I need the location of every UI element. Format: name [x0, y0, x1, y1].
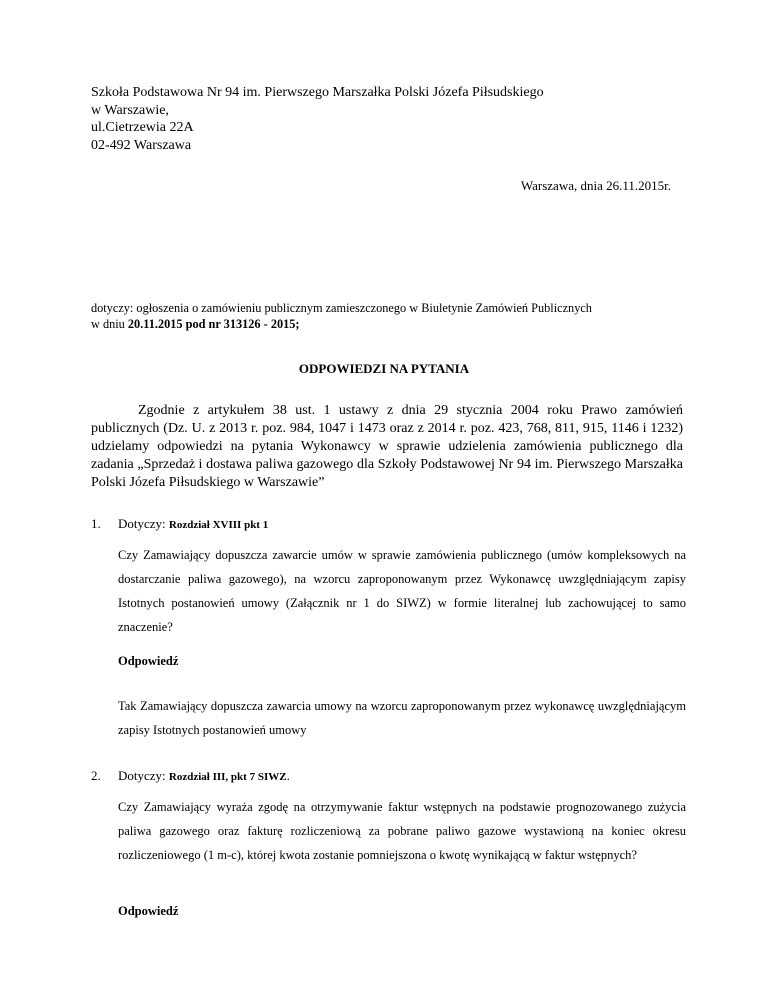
document-date: Warszawa, dnia 26.11.2015r. — [520, 178, 671, 193]
dotyczy-label: Dotyczy: — [118, 768, 169, 783]
document-title: ODPOWIEDZI NA PYTANIA — [298, 361, 470, 376]
item-lead — [118, 768, 290, 784]
item-lead — [118, 516, 268, 532]
item-number: 1. — [91, 516, 101, 531]
answer-text-1: Tak Zamawiający dopuszcza zawarcia umowy na wzorcu zaproponowanym przez wykonawcę uwzględniającym zapisy Istotnych postanowień umowy — [118, 699, 686, 737]
subject-reference: 20.11.2015 pod nr 313126 - 2015; — [127, 317, 300, 331]
item-number: 2. — [91, 768, 101, 783]
answer-label-1: Odpowiedź — [118, 654, 179, 668]
address-line: w Warszawie, — [91, 102, 169, 118]
item-reference: Rozdział XVIII pkt 1 — [168, 519, 269, 531]
subject-line-1: dotyczy: ogłoszenia o zamówieniu publicznym zamieszczonego w Biuletynie Zamówień Publicznych — [91, 301, 592, 315]
intro-paragraph: Zgodnie z artykułem 38 ust. 1 ustawy z dnia 29 stycznia 2004 roku Prawo zamówień publicznych (Dz. U. z 2013 r. poz. 984, 1047 i 1473 oraz z 2014 r. poz. 423, 768, 811, 915, 1146 i 1232) udzielamy odpowiedzi na pytania Wykonawcy w sprawie udzielenia zamówienia publicznego dla zadania „Sprzedaż i dostawa paliwa gazowego dla Szkoły Podstawowej Nr 94 im. Pierwszego Marszałka Polski Józefa Piłsudskiego w Warszawie” — [91, 403, 683, 490]
subject-block — [91, 300, 691, 332]
item-reference: Rozdział III, pkt 7 SIWZ — [168, 771, 287, 783]
address-line: 02-492 Warszawa — [91, 137, 192, 153]
dotyczy-label: Dotyczy: — [118, 516, 169, 531]
question-text-2: Czy Zamawiający wyraża zgodę na otrzymywanie faktur wstępnych na podstawie prognozowanego zużycia paliwa gazowego oraz fakturę rozliczeniową za pobrane paliwo gazowe wystawioną na koniec okresu rozliczeniowego (1 m-c), której kwota zostanie pomniejszona o kwotę wynikającą w faktur wstępnych? — [118, 800, 686, 862]
answer-label-2: Odpowiedź — [118, 904, 179, 918]
subject-line-2 — [91, 316, 691, 332]
subject-prefix: w dniu — [91, 317, 128, 331]
school-address — [91, 84, 544, 154]
address-line: ul.Cietrzewia 22A — [91, 120, 194, 135]
address-line: Szkoła Podstawowa Nr 94 im. Pierwszego Marszałka Polski Józefa Piłsudskiego — [91, 85, 544, 100]
question-text-1: Czy Zamawiający dopuszcza zawarcie umów w sprawie zamówienia publicznego (umów kompleksowych na dostarczanie paliwa gazowego), na wzorcu zaproponowanym przez Wykonawcę uwzględniającym zapisy Istotnych postanowień umowy (Załącznik nr 1 do SIWZ) w formie literalnej lub zachowującej to samo znaczenie? — [118, 548, 686, 634]
reference-suffix: . — [286, 768, 290, 783]
